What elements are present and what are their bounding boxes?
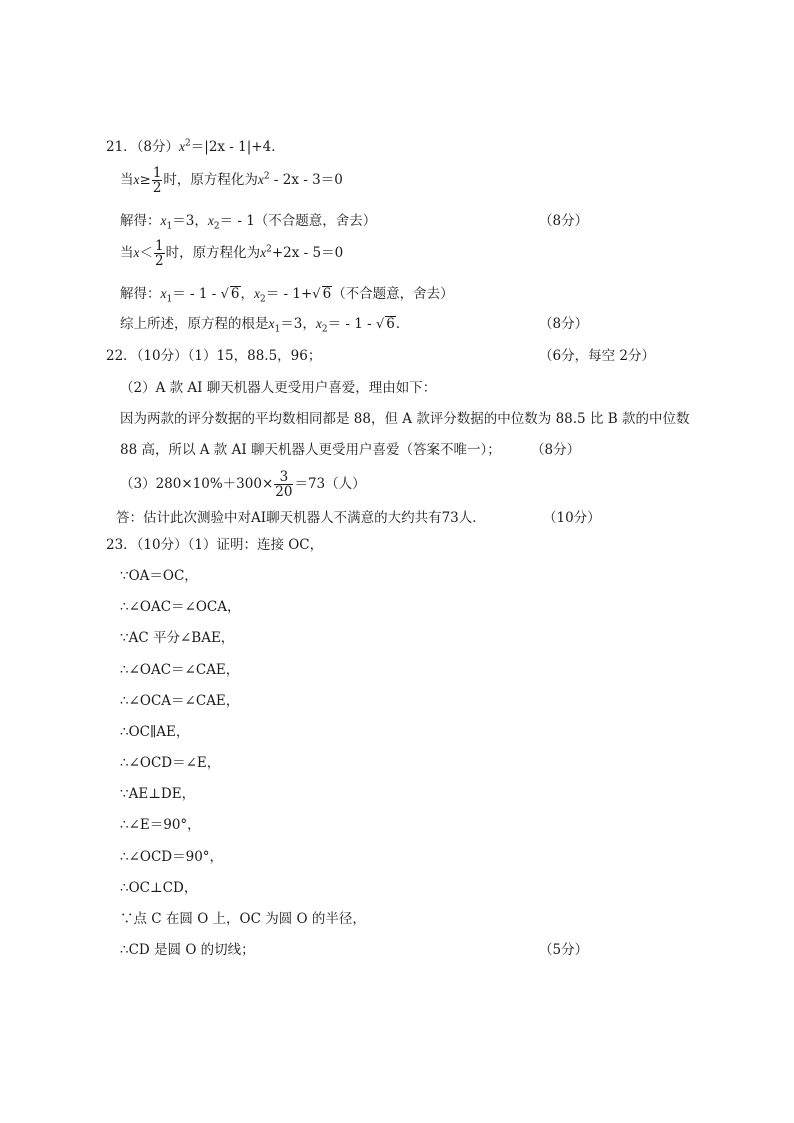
q23-header: 23．（10分）（1）证明：连接 OC， — [106, 537, 324, 553]
fraction-half: $\frac{1}{2}$ — [152, 165, 162, 196]
q23-proof-line: ∴CD 是圆 O 的切线； — [120, 942, 255, 958]
sqrt-6: 6 — [230, 286, 240, 302]
q23-proof-line: ∵点 C 在圆 O 上，OC 为圆 O 的半径， — [120, 911, 366, 927]
q21-score2: （8分） — [539, 316, 589, 332]
q21-header: 21．（8分）$x^2=|2x - 1|+4$． — [106, 138, 285, 155]
q23-proof-line: ∴∠E＝90°， — [120, 817, 201, 833]
q21-solution1: 解得：$x_1=3$，$x_2= - 1$（不合题意，舍去） — [120, 213, 377, 232]
sqrt-6: 6 — [386, 316, 395, 332]
q21-case2: 当x＜ $\frac{1}{2}$ 时，原方程化为$x^2+2x - 5=0$ — [120, 238, 344, 269]
q23-proof-line: ∵OA＝OC， — [120, 568, 198, 584]
q23-proof-line: ∴∠OAC＝∠OCA， — [120, 599, 241, 615]
q22-header: 22．（10分）（1）15，88.5，96； — [106, 348, 322, 364]
q22-part2: （2）A 款 AI 聊天机器人更受用户喜爱，理由如下： — [120, 380, 437, 396]
q21-summary: 综上所述，原方程的根是$x_1=3$，$x_2= - 1$ - √ 6． — [120, 316, 410, 335]
sqrt-6: 6 — [322, 286, 332, 302]
q23-proof-line: ∴OC∥AE， — [120, 724, 190, 740]
q21-score1: （8分） — [539, 213, 589, 229]
q22-part3: （3）280×10%＋300× $\frac{3}{20}$ ＝73（人） — [120, 469, 366, 500]
q23-proof-line: ∴∠OAC＝∠CAE， — [120, 662, 240, 678]
q23-proof-line: ∴∠OCD＝90°， — [120, 849, 224, 865]
q23-proof-line: ∵AE⊥DE， — [120, 786, 196, 802]
q23-score: （5分） — [539, 942, 589, 958]
fraction-3-20: $\frac{3}{20}$ — [275, 469, 293, 500]
q22-header-score: （6分，每空 2分） — [539, 348, 655, 364]
q23-proof-line: ∴∠OCA＝∠CAE， — [120, 693, 240, 709]
q23-proof-line: ∴OC⊥CD， — [120, 880, 198, 896]
q22-reason-line1: 因为两款的评分数据的平均数相同都是 88，但 A 款评分数据的中位数为 88.5 比 B 款的中位数 — [120, 411, 690, 427]
q21-solution2: 解得：$x_1= - 1$ - √ 6，$x_2= - 1+√$ 6（不合题意，舍去） — [120, 286, 454, 305]
q22-answer: 答：估计此次测验中对AI聊天机器人不满意的大约共有73人． — [116, 510, 486, 526]
q22-answer-score: （10分） — [543, 510, 601, 526]
fraction-half: $\frac{1}{2}$ — [155, 238, 164, 269]
q21-case1: 当x≥ $\frac{1}{2}$ 时，原方程化为$x^2 - 2x - 3=0$ — [120, 165, 343, 196]
q22-reason-line2: 88 高，所以 A 款 AI 聊天机器人更受用户喜爱（答案不唯一）； — [120, 442, 501, 458]
q23-proof-line: ∴∠OCD＝∠E， — [120, 755, 221, 771]
q22-score2: （8分） — [531, 442, 581, 458]
q23-proof-line: ∵AC 平分∠BAE， — [120, 630, 235, 646]
